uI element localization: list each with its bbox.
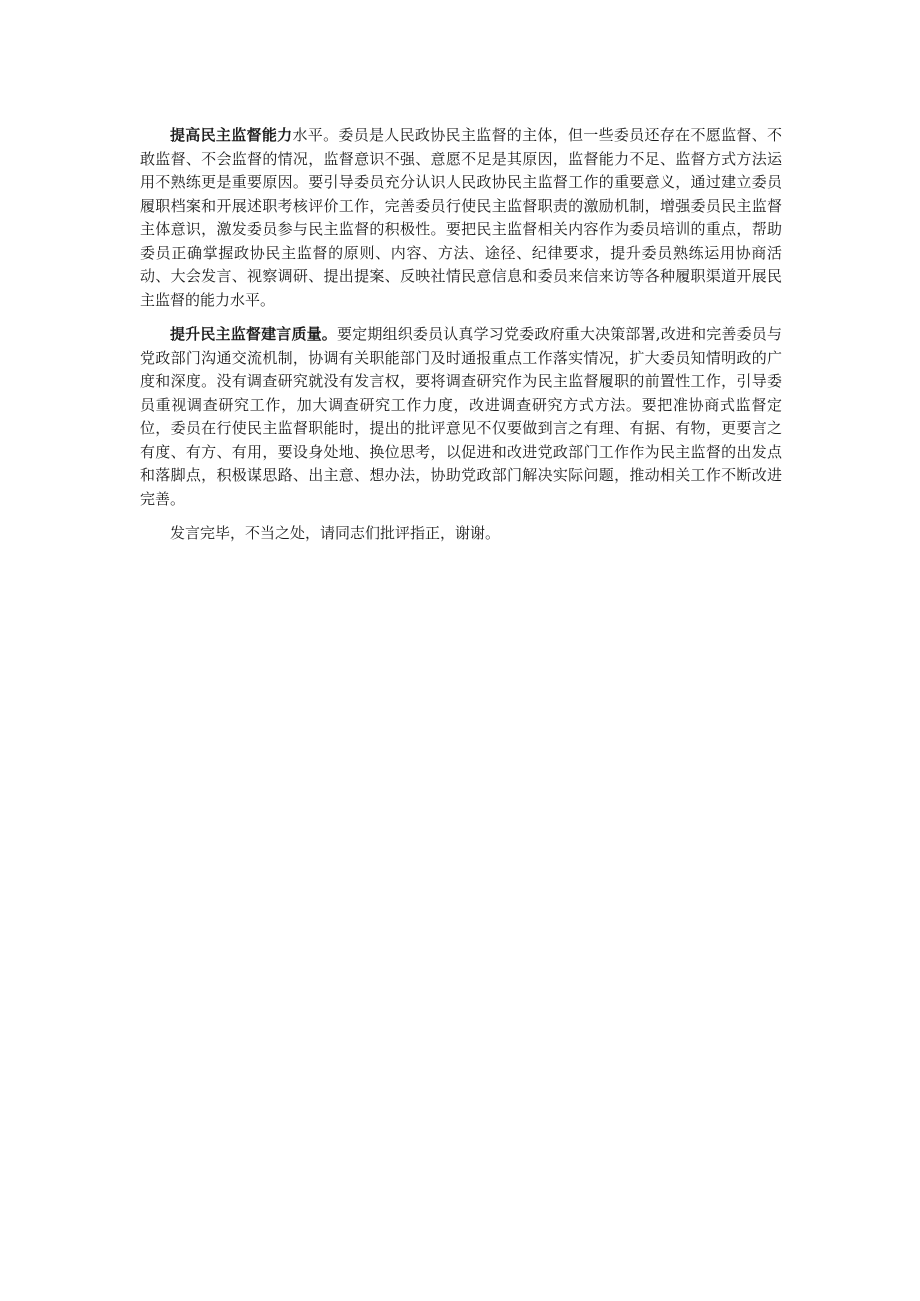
paragraph-closing bbox=[140, 522, 782, 546]
paragraph-text: 要定期组织委员认真学习党委政府重大决策部署,改进和完善委员与党政部门沟通交流机制，协调有关职能部门及时通报重点工作落实情况，扩大委员知情明政的广度和深度。没有调查研究就没有发言权，要将调查研究作为民主监督履职的前置性工作，引导委员重视调查研究工作，加大调查研究工作力度，改进调查研究方式方法。要把准协商式监督定位，委员在行使民主监督职能时，提出的批评意见不仅要做到言之有理、有据、有物，更要言之有度、有方、有用，要设身处地、换位思考，以促进和改进党政部门工作作为民主监督的出发点和落脚点，积极谋思路、出主意、想办法，协助党政部门解决实际问题，推动相关工作不断改进完善。 bbox=[140, 325, 782, 508]
paragraph-heading: 提升民主监督建言质量。 bbox=[170, 325, 337, 343]
paragraph-ability bbox=[140, 124, 782, 312]
paragraph-text: 水平。委员是人民政协民主监督的主体，但一些委员还存在不愿监督、不敢监督、不会监督的情况，监督意识不强、意愿不足是其原因，监督能力不足、监督方式方法运用不熟练更是重要原因。要引导委员充分认识人民政协民主监督工作的重要意义，通过建立委员履职档案和开展述职考核评价工作，完善委员行使民主监督职责的激励机制，增强委员民主监督主体意识，激发委员参与民主监督的积极性。要把民主监督相关内容作为委员培训的重点，帮助委员正确掌握政协民主监督的原则、内容、方法、途径、纪律要求，提升委员熟练运用协商活动、大会发言、视察调研、提出提案、反映社情民意信息和委员来信来访等各种履职渠道开展民主监督的能力水平。 bbox=[140, 126, 782, 309]
paragraph-heading: 提高民主监督能力 bbox=[170, 126, 293, 144]
paragraph-quality bbox=[140, 323, 782, 511]
paragraph-text: 发言完毕，不当之处，请同志们批评指正，谢谢。 bbox=[170, 524, 501, 542]
document-body bbox=[140, 124, 782, 557]
